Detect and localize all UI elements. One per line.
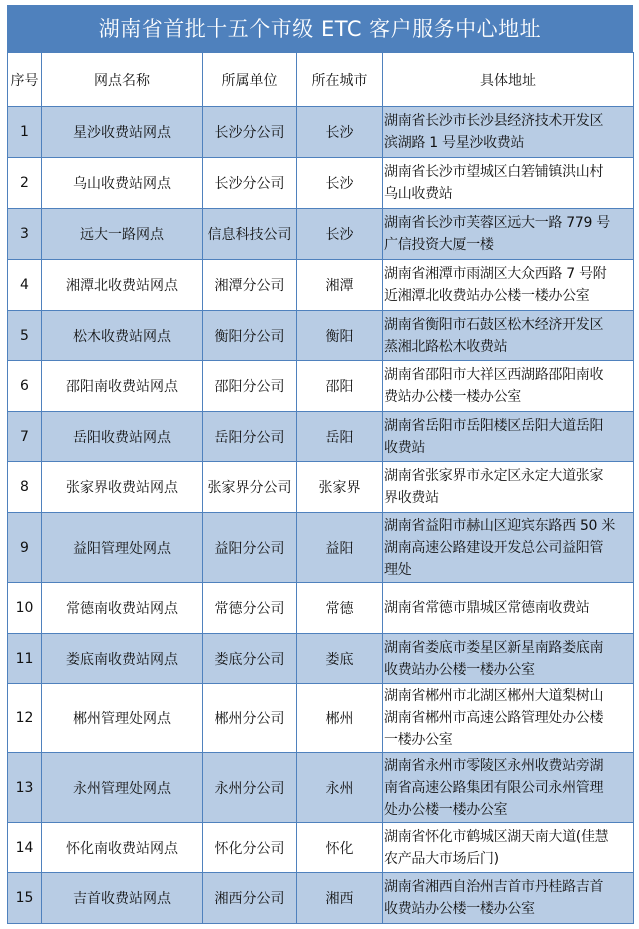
row-number-cell: 6 — [8, 361, 42, 412]
header-address: 具体地址 — [383, 53, 634, 107]
outlet-name-cell: 远大一路网点 — [42, 209, 203, 260]
affiliated-unit-cell: 永州分公司 — [203, 753, 297, 823]
address-cell — [383, 158, 634, 209]
city-cell: 湘潭 — [297, 260, 383, 311]
address-line: 收费站 — [384, 439, 426, 456]
affiliated-unit-cell: 娄底分公司 — [203, 634, 297, 684]
address-line: 滨湖路 1 号星沙收费站 — [384, 135, 525, 151]
address-cell — [383, 311, 634, 361]
outlet-name-cell: 星沙收费站网点 — [42, 107, 203, 158]
affiliated-unit-cell: 长沙分公司 — [203, 107, 297, 158]
affiliated-unit-cell: 信息科技公司 — [203, 209, 297, 260]
affiliated-unit-cell: 怀化分公司 — [203, 823, 297, 873]
table-row — [8, 634, 634, 684]
row-number-cell: 1 — [8, 107, 42, 158]
address-line: 收费站办公楼一楼办公室 — [384, 661, 535, 678]
address-line: 费站办公楼一楼办公室 — [384, 389, 521, 405]
address-line: 湖南省郴州市高速公路管理处办公楼 — [384, 710, 604, 726]
affiliated-unit-cell: 郴州分公司 — [203, 684, 297, 753]
city-cell: 张家界 — [297, 462, 383, 513]
outlet-name-cell: 张家界收费站网点 — [42, 462, 203, 513]
address-cell — [383, 462, 634, 513]
row-number-cell: 14 — [8, 823, 42, 873]
city-cell: 邵阳 — [297, 361, 383, 412]
address-line: 一楼办公室 — [384, 732, 453, 748]
address-cell — [383, 412, 634, 462]
address-line: 湖南省岳阳市岳阳楼区岳阳大道岳阳 — [384, 417, 604, 434]
table-row — [8, 462, 634, 513]
address-line: 湖南省怀化市鹤城区湖天南大道(佳慧 — [384, 828, 609, 845]
address-line: 农产品大市场后门) — [384, 850, 499, 867]
table-row — [8, 753, 634, 823]
address-line: 湖南省益阳市赫山区迎宾东路西 50 米 — [384, 517, 616, 534]
row-number-cell: 11 — [8, 634, 42, 684]
table-row — [8, 209, 634, 260]
affiliated-unit-cell: 常德分公司 — [203, 583, 297, 634]
row-number-cell: 2 — [8, 158, 42, 209]
row-number-cell: 13 — [8, 753, 42, 823]
table-row — [8, 107, 634, 158]
address-line: 湖南省湘西自治州吉首市丹桂路吉首 — [384, 879, 604, 895]
outlet-name-cell: 岳阳收费站网点 — [42, 412, 203, 462]
address-cell — [383, 260, 634, 311]
address-line: 湖南省郴州市北湖区郴州大道梨树山 — [384, 688, 604, 704]
outlet-name-cell: 益阳管理处网点 — [42, 513, 203, 583]
outlet-name-cell: 乌山收费站网点 — [42, 158, 203, 209]
address-line: 近湘潭北收费站办公楼一楼办公室 — [384, 288, 590, 304]
affiliated-unit-cell: 湘西分公司 — [203, 873, 297, 924]
address-cell — [383, 634, 634, 684]
outlet-name-cell: 吉首收费站网点 — [42, 873, 203, 924]
outlet-name-cell: 常德南收费站网点 — [42, 583, 203, 634]
outlet-name-cell: 松木收费站网点 — [42, 311, 203, 361]
table-row — [8, 684, 634, 753]
row-number-cell: 12 — [8, 684, 42, 753]
city-cell: 衡阳 — [297, 311, 383, 361]
row-number-cell: 8 — [8, 462, 42, 513]
address-line: 湖南省长沙市望城区白箬铺镇洪山村 — [384, 164, 604, 180]
address-line: 湖南省娄底市娄星区新星南路娄底南 — [384, 639, 604, 656]
address-line: 广信投资大厦一楼 — [384, 237, 494, 253]
affiliated-unit-cell: 长沙分公司 — [203, 158, 297, 209]
row-number-cell: 15 — [8, 873, 42, 924]
table-body — [8, 107, 634, 924]
table-row — [8, 873, 634, 924]
row-number-cell: 9 — [8, 513, 42, 583]
table-row — [8, 583, 634, 634]
address-line: 处办公楼一楼办公室 — [384, 801, 508, 818]
city-cell: 益阳 — [297, 513, 383, 583]
table-row — [8, 361, 634, 412]
outlet-name-cell: 邵阳南收费站网点 — [42, 361, 203, 412]
outlet-name-cell: 郴州管理处网点 — [42, 684, 203, 753]
address-line: 湖南省永州市零陵区永州收费站旁湖 — [384, 757, 604, 774]
table-row — [8, 513, 634, 583]
address-line: 湖南省长沙市长沙县经济技术开发区 — [384, 113, 604, 129]
address-line: 乌山收费站 — [384, 186, 453, 202]
city-cell: 怀化 — [297, 823, 383, 873]
outlet-name-cell: 永州管理处网点 — [42, 753, 203, 823]
table-row — [8, 158, 634, 209]
address-line: 湖南省张家界市永定区永定大道张家 — [384, 468, 604, 484]
city-cell: 常德 — [297, 583, 383, 634]
address-line: 湖南高速公路建设开发总公司益阳管 — [384, 539, 604, 556]
table-row — [8, 260, 634, 311]
address-line: 湖南省湘潭市雨湖区大众西路 7 号附 — [384, 266, 607, 282]
affiliated-unit-cell: 衡阳分公司 — [203, 311, 297, 361]
city-cell: 长沙 — [297, 158, 383, 209]
affiliated-unit-cell: 湘潭分公司 — [203, 260, 297, 311]
address-line: 收费站办公楼一楼办公室 — [384, 901, 535, 917]
header-name: 网点名称 — [42, 53, 203, 107]
address-cell — [383, 209, 634, 260]
row-number-cell: 5 — [8, 311, 42, 361]
header-no: 序号 — [8, 53, 42, 107]
address-line: 蒸湘北路松木收费站 — [384, 338, 508, 355]
affiliated-unit-cell: 邵阳分公司 — [203, 361, 297, 412]
address-cell — [383, 873, 634, 924]
affiliated-unit-cell: 张家界分公司 — [203, 462, 297, 513]
header-unit: 所属单位 — [203, 53, 297, 107]
address-line: 理处 — [384, 561, 412, 578]
city-cell: 娄底 — [297, 634, 383, 684]
row-number-cell: 7 — [8, 412, 42, 462]
address-cell — [383, 361, 634, 412]
city-cell: 湘西 — [297, 873, 383, 924]
address-line: 湖南省邵阳市大祥区西湖路邵阳南收 — [384, 367, 604, 383]
address-line: 南省高速公路集团有限公司永州管理 — [384, 779, 604, 796]
city-cell: 岳阳 — [297, 412, 383, 462]
address-table — [7, 52, 634, 924]
address-cell — [383, 753, 634, 823]
address-line: 湖南省长沙市芙蓉区远大一路 779 号 — [384, 215, 610, 231]
affiliated-unit-cell: 益阳分公司 — [203, 513, 297, 583]
document-title: 湖南省首批十五个市级 ETC 客户服务中心地址 — [7, 5, 633, 52]
outlet-name-cell: 怀化南收费站网点 — [42, 823, 203, 873]
address-cell — [383, 684, 634, 753]
city-cell: 永州 — [297, 753, 383, 823]
header-city: 所在城市 — [297, 53, 383, 107]
outlet-name-cell: 湘潭北收费站网点 — [42, 260, 203, 311]
table-row — [8, 412, 634, 462]
header-row — [8, 53, 634, 107]
address-line: 湖南省常德市鼎城区常德南收费站 — [384, 600, 590, 616]
address-cell — [383, 107, 634, 158]
row-number-cell: 10 — [8, 583, 42, 634]
address-cell — [383, 513, 634, 583]
affiliated-unit-cell: 岳阳分公司 — [203, 412, 297, 462]
address-cell — [383, 583, 634, 634]
table-row — [8, 823, 634, 873]
city-cell: 郴州 — [297, 684, 383, 753]
address-line: 湖南省衡阳市石鼓区松木经济开发区 — [384, 316, 604, 333]
address-line: 界收费站 — [384, 490, 439, 506]
address-cell — [383, 823, 634, 873]
city-cell: 长沙 — [297, 209, 383, 260]
row-number-cell: 4 — [8, 260, 42, 311]
table-row — [8, 311, 634, 361]
etc-address-document — [7, 5, 633, 924]
row-number-cell: 3 — [8, 209, 42, 260]
outlet-name-cell: 娄底南收费站网点 — [42, 634, 203, 684]
city-cell: 长沙 — [297, 107, 383, 158]
